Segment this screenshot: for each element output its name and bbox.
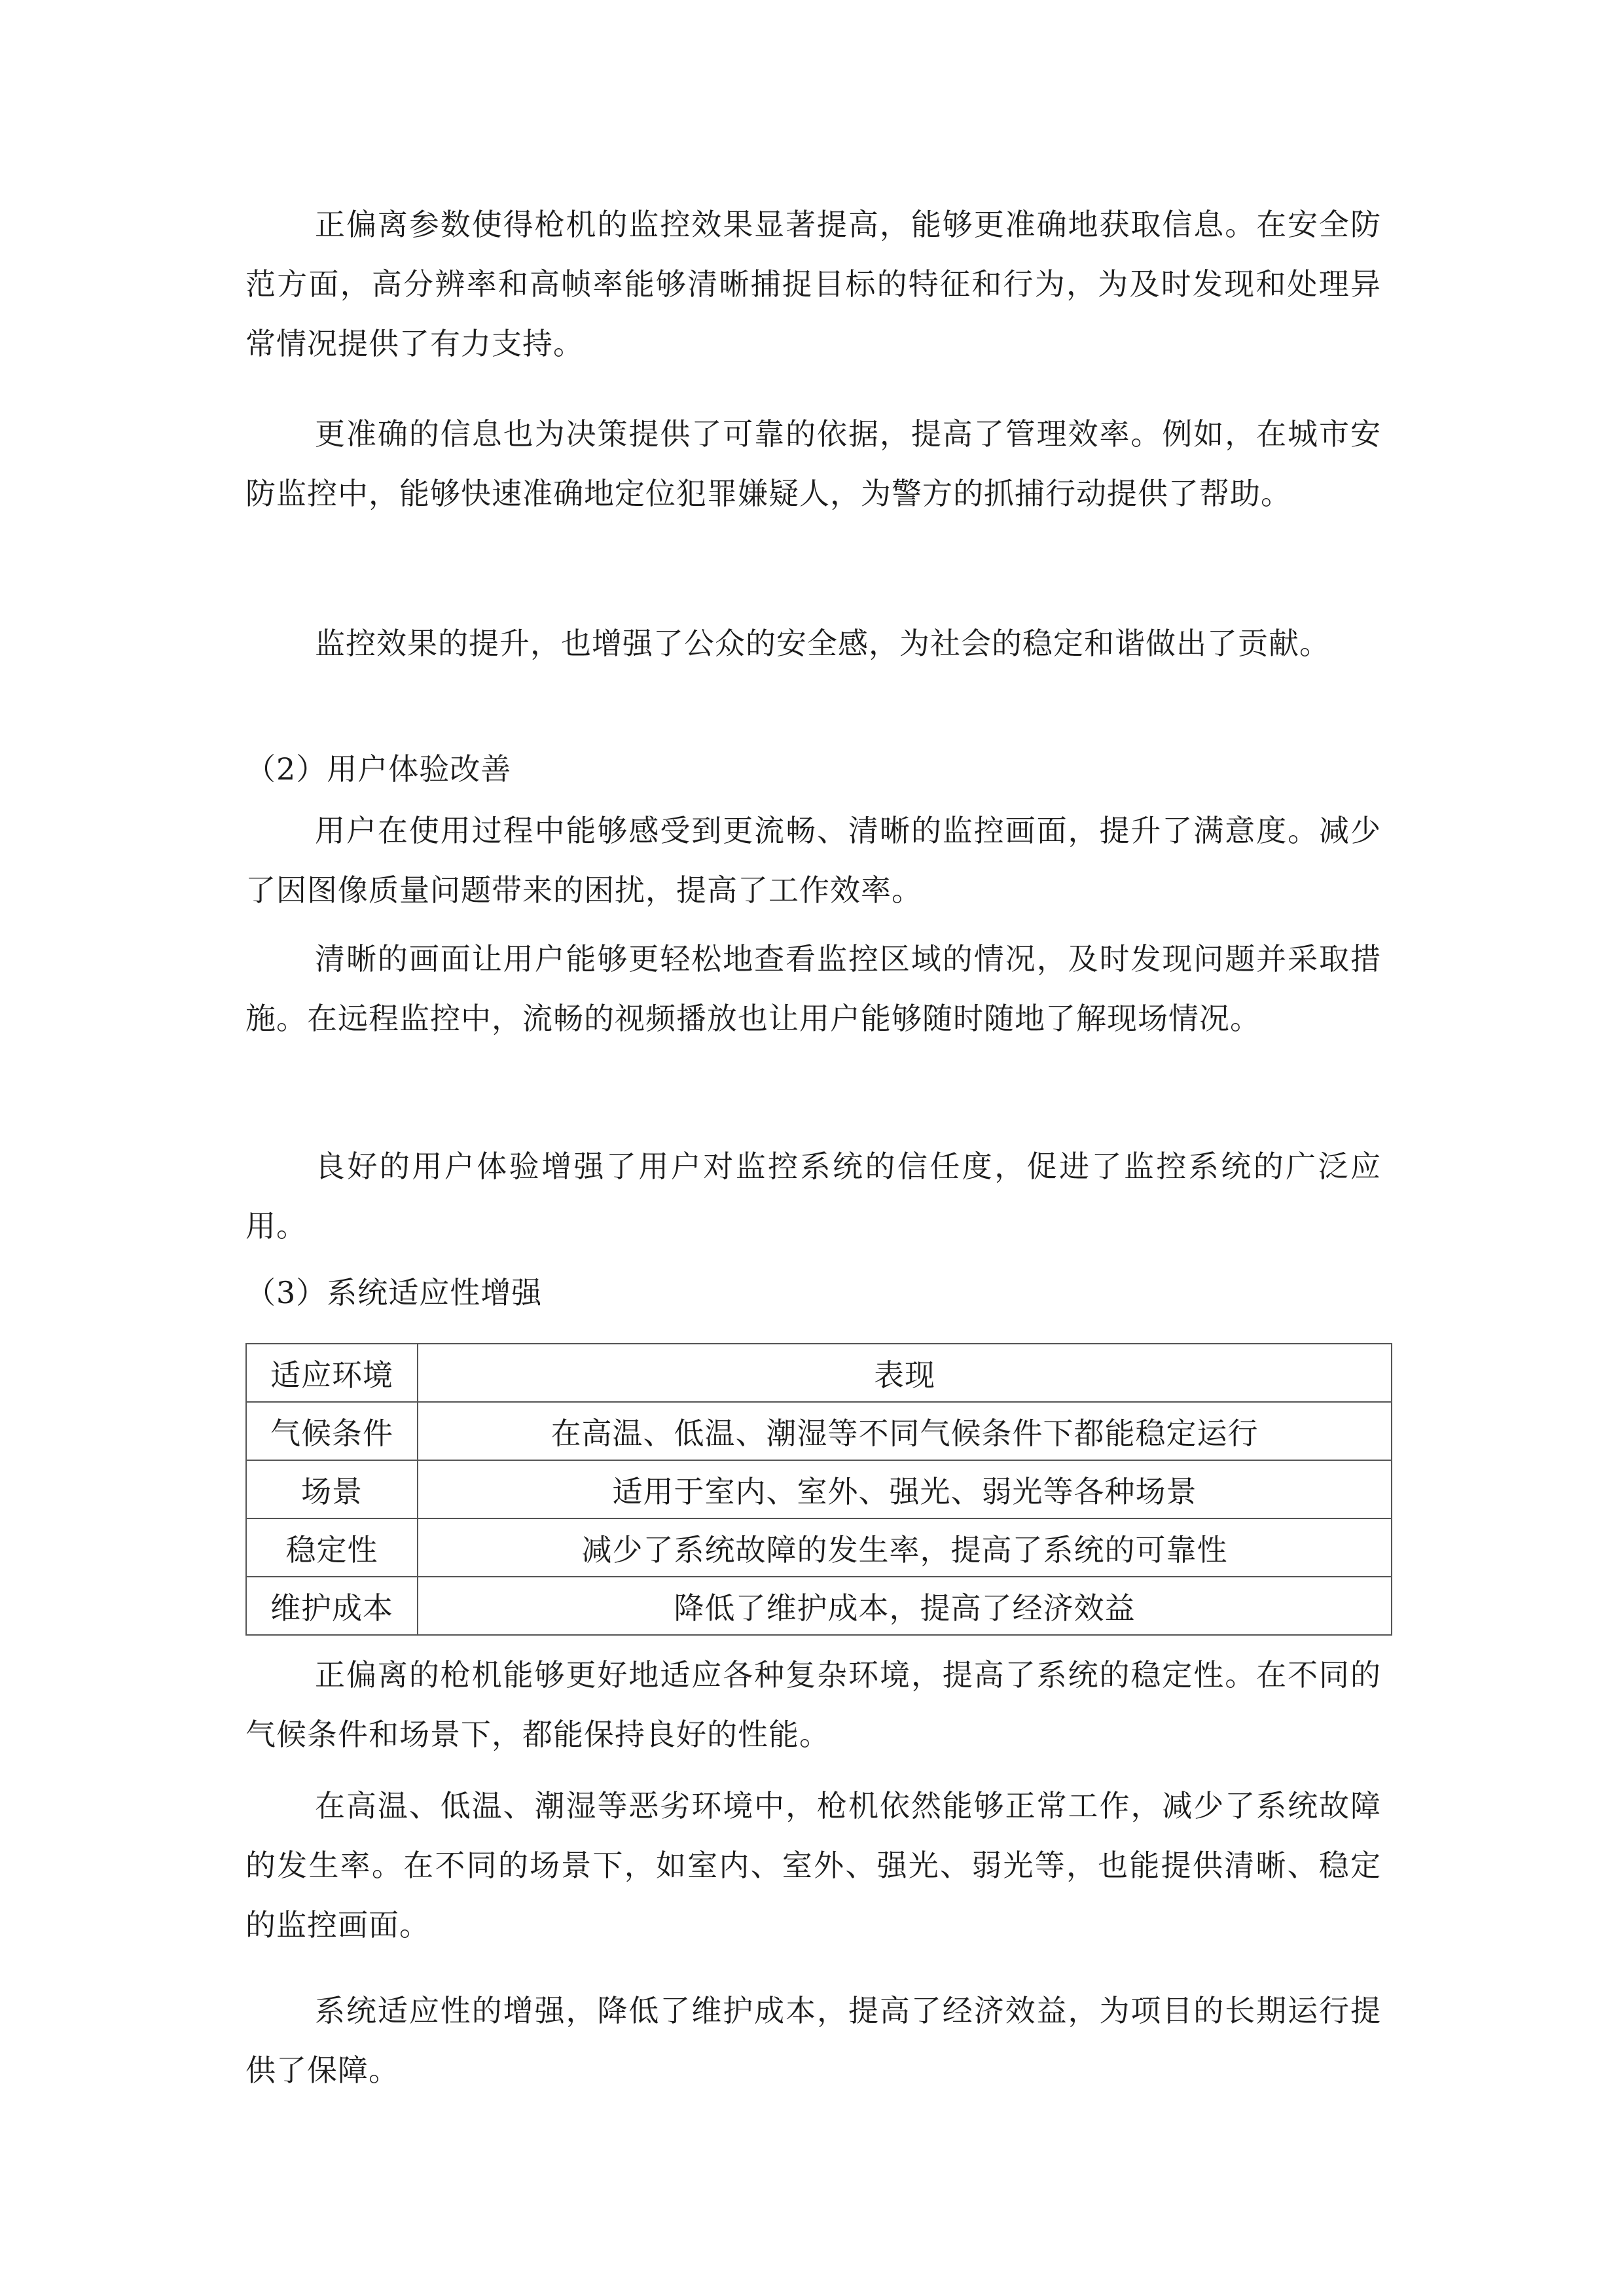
paragraph-user-satisfaction: 用户在使用过程中能够感受到更流畅、清晰的监控画面，提升了满意度。减少了因图像质量问题带来的困扰，提高了工作效率。: [245, 813, 1381, 908]
paragraph-trust: 良好的用户体验增强了用户对监控系统的信任度，促进了监控系统的广泛应用。: [245, 1149, 1381, 1244]
paragraph-maintenance-cost: 系统适应性的增强，降低了维护成本，提高了经济效益，为项目的长期运行提供了保障。: [245, 1993, 1381, 2088]
table-row: [246, 1460, 1392, 1518]
table-header-row: [246, 1344, 1392, 1402]
section-heading-adaptability: （3）系统适应性增强: [245, 1275, 543, 1310]
paragraph-harsh-conditions: 在高温、低温、潮湿等恶劣环境中，枪机依然能够正常工作，减少了系统故障的发生率。在不同的场景下，如室内、室外、强光、弱光等，也能提供清晰、稳定的监控画面。: [245, 1788, 1381, 1943]
table-cell: 降低了维护成本，提高了经济效益: [418, 1577, 1392, 1635]
table-cell: 稳定性: [246, 1518, 418, 1577]
paragraph-complex-environment: 正偏离的枪机能够更好地适应各种复杂环境，提高了系统的稳定性。在不同的气候条件和场景下，都能保持良好的性能。: [245, 1657, 1381, 1752]
table-cell: 减少了系统故障的发生率，提高了系统的可靠性: [418, 1518, 1392, 1577]
table-cell: 维护成本: [246, 1577, 418, 1635]
paragraph-decision-support: 更准确的信息也为决策提供了可靠的依据，提高了管理效率。例如，在城市安防监控中，能够快速准确地定位犯罪嫌疑人，为警方的抓捕行动提供了帮助。: [245, 416, 1381, 511]
table-header-cell: 适应环境: [246, 1344, 418, 1402]
table-header-cell: 表现: [418, 1344, 1392, 1402]
table-cell: 在高温、低温、潮湿等不同气候条件下都能稳定运行: [418, 1402, 1392, 1460]
table-cell: 场景: [246, 1460, 418, 1518]
paragraph-monitoring-effect: 正偏离参数使得枪机的监控效果显著提高，能够更准确地获取信息。在安全防范方面，高分辨率和高帧率能够清晰捕捉目标的特征和行为，为及时发现和处理异常情况提供了有力支持。: [245, 207, 1381, 361]
table-row: [246, 1402, 1392, 1460]
table-cell: 气候条件: [246, 1402, 418, 1460]
paragraph-clear-picture: 清晰的画面让用户能够更轻松地查看监控区域的情况，及时发现问题并采取措施。在远程监控中，流畅的视频播放也让用户能够随时随地了解现场情况。: [245, 941, 1381, 1036]
table-cell: 适用于室内、室外、强光、弱光等各种场景: [418, 1460, 1392, 1518]
paragraph-public-safety: 监控效果的提升，也增强了公众的安全感，为社会的稳定和谐做出了贡献。: [315, 626, 1330, 661]
table-row: [246, 1518, 1392, 1577]
section-heading-user-experience: （2）用户体验改善: [245, 751, 512, 787]
table-row: [246, 1577, 1392, 1635]
adaptability-table: [245, 1343, 1392, 1636]
